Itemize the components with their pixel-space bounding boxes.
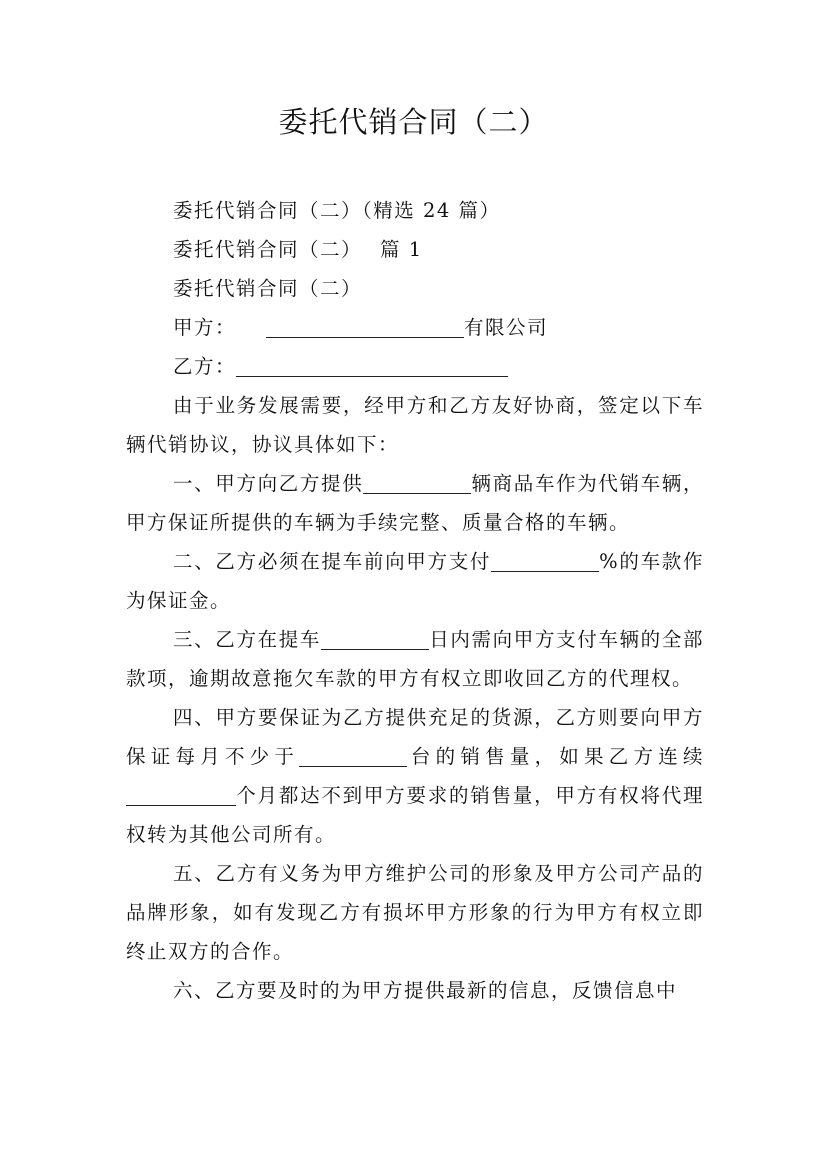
- document-title: 委托代销合同（二）: [278, 105, 549, 139]
- deposit-percent-blank[interactable]: [491, 549, 599, 572]
- clause-2-text-b: %的车款作为保证金。: [126, 550, 704, 612]
- clause-4: [126, 698, 704, 854]
- clause-2: [126, 542, 704, 620]
- chapter-heading-line: [126, 230, 704, 269]
- party-b-line: [126, 347, 704, 386]
- subtitle-line: 委托代销合同（二）（精选 24 篇）: [173, 199, 501, 222]
- clause-1-text-b: 辆商品车作为代销车辆，甲方保证所提供的车辆为手续完整、质量合格的车辆。: [126, 472, 704, 534]
- party-a-label: 甲方：: [173, 316, 237, 339]
- party-a-name-blank[interactable]: [266, 315, 464, 338]
- clause-1-text-a: 一、甲方向乙方提供: [173, 472, 364, 495]
- payment-days-blank[interactable]: [321, 627, 429, 650]
- party-a-line: [126, 308, 704, 347]
- party-b-name-blank[interactable]: [236, 354, 508, 377]
- clause-3-text-a: 三、乙方在提车: [173, 628, 322, 651]
- clause-3-text-b: 日内需向甲方支付车辆的全部款项，逾期故意拖欠车款的甲方有权立即收回乙方的代理权。: [126, 628, 704, 690]
- clause-3: [126, 620, 704, 698]
- section-heading: 委托代销合同（二）: [173, 277, 363, 300]
- clause-1: [126, 464, 704, 542]
- party-a-suffix: 有限公司: [464, 316, 549, 339]
- party-b-label: 乙方：: [173, 355, 237, 378]
- consecutive-months-blank[interactable]: [126, 783, 236, 806]
- chapter-number: 篇 1: [380, 238, 423, 261]
- intro-paragraph: 由于业务发展需要，经甲方和乙方友好协商，签定以下车辆代销协议，协议具体如下：: [126, 394, 704, 456]
- clause-2-text-a: 二、乙方必须在提车前向甲方支付: [173, 550, 492, 573]
- document-body: [126, 191, 704, 1010]
- clause-5: 五、乙方有义务为甲方维护公司的形象及甲方公司产品的品牌形象，如有发现乙方有损坏甲方形象的行为甲方有权立即终止双方的合作。: [126, 862, 704, 963]
- clause-6: 六、乙方要及时的为甲方提供最新的信息，反馈信息中: [173, 979, 678, 1002]
- clause-4-text-b: 台的销售量，如果乙方连续: [407, 745, 704, 768]
- clause-4-text-a: 四、甲方要保证为乙方提供充足的货源，乙方则要向甲方保证每月不少于: [126, 706, 704, 768]
- clause-4-text-c: 个月都达不到甲方要求的销售量，甲方有权将代理权转为其他公司所有。: [126, 784, 704, 846]
- vehicle-count-blank[interactable]: [363, 471, 471, 494]
- chapter-heading: 委托代销合同（二）: [173, 238, 363, 261]
- monthly-sales-blank[interactable]: [299, 744, 407, 767]
